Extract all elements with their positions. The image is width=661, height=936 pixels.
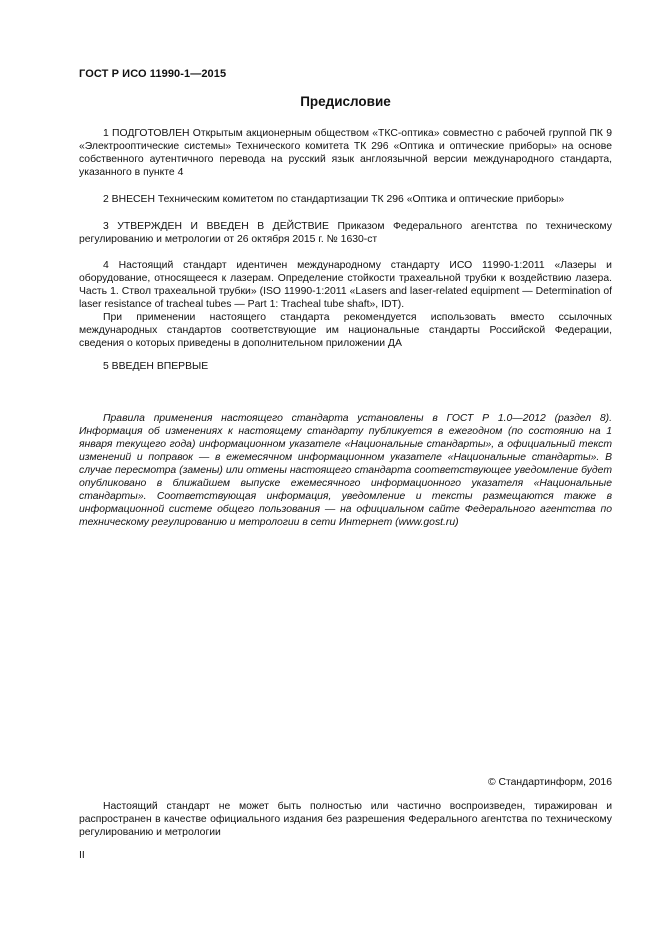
paragraph-identical: 4 Настоящий стандарт идентичен международному стандарту ИСО 11990-1:2011 «Лазеры и оборудование, относящееся к лазерам. Определение стойкости трахеальной трубки к воздействию лазера. Часть 1. Ствол трахеальной трубки» (ISO 11990-1:2011 «Lasers and laser-related equipment — Determination of laser resistance of tracheal tubes — Part 1: Tracheal tube shaft», IDT). <box>79 260 612 310</box>
paragraph-approved: 3 УТВЕРЖДЕН И ВВЕДЕН В ДЕЙСТВИЕ Приказом Федерального агентства по техническому регулированию и метрологии от 26 октября 2015 г. № 1630-ст <box>79 221 612 245</box>
paragraph-prepared: 1 ПОДГОТОВЛЕН Открытым акционерным обществом «ТКС-оптика» совместно с рабочей группой ПК 9 «Электрооптические системы» Технического комитета ТК 296 «Оптика и оптические приборы» на основе собственного аутентичного перевода на русский язык англоязычной версии международного стандарта, указанного в пункте 4 <box>79 128 612 178</box>
paragraph-first-introduced: 5 ВВЕДЕН ВПЕРВЫЕ <box>103 361 209 372</box>
reproduction-notice: Настоящий стандарт не может быть полностью или частично воспроизведен, тиражирован и распространен в качестве официального издания без разрешения Федерального агентства по техническому регулированию и метрологии <box>79 801 612 838</box>
paragraph-introduced: 2 ВНЕСЕН Техническим комитетом по стандартизации ТК 296 «Оптика и оптические приборы» <box>103 194 565 205</box>
copyright: © Стандартинформ, 2016 <box>487 777 612 788</box>
application-rules-notice: Правила применения настоящего стандарта установлены в ГОСТ Р 1.0—2012 (раздел 8). Информация об изменениях к настоящему стандарту публикуется в ежегодном (по состоянию на 1 января текущего года) информационном указателе «Национальные стандарты», а официальный текст изменений и поправок — в ежемесячном информационном указателе «Национальные стандарты». В случае пересмотра (замены) или отмены настоящего стандарта соответствующее уведомление будет опубликовано в ближайшем выпуске ежемесячного информационного указателя «Национальные стандарты». Соответствующая информация, уведомление и тексты размещаются также в информационной системе общего пользования — на официальном сайте Федерального агентства по техническому регулированию и метрологии в сети Интернет (www.gost.ru) <box>79 413 612 528</box>
page-title: Предисловие <box>300 94 391 109</box>
standard-header: ГОСТ Р ИСО 11990-1—2015 <box>79 68 227 80</box>
paragraph-references: При применении настоящего стандарта рекомендуется использовать вместо ссылочных международных стандартов соответствующие им национальные стандарты Российской Федерации, сведения о которых приведены в дополнительном приложении ДА <box>79 312 612 349</box>
page-number: II <box>79 850 85 861</box>
